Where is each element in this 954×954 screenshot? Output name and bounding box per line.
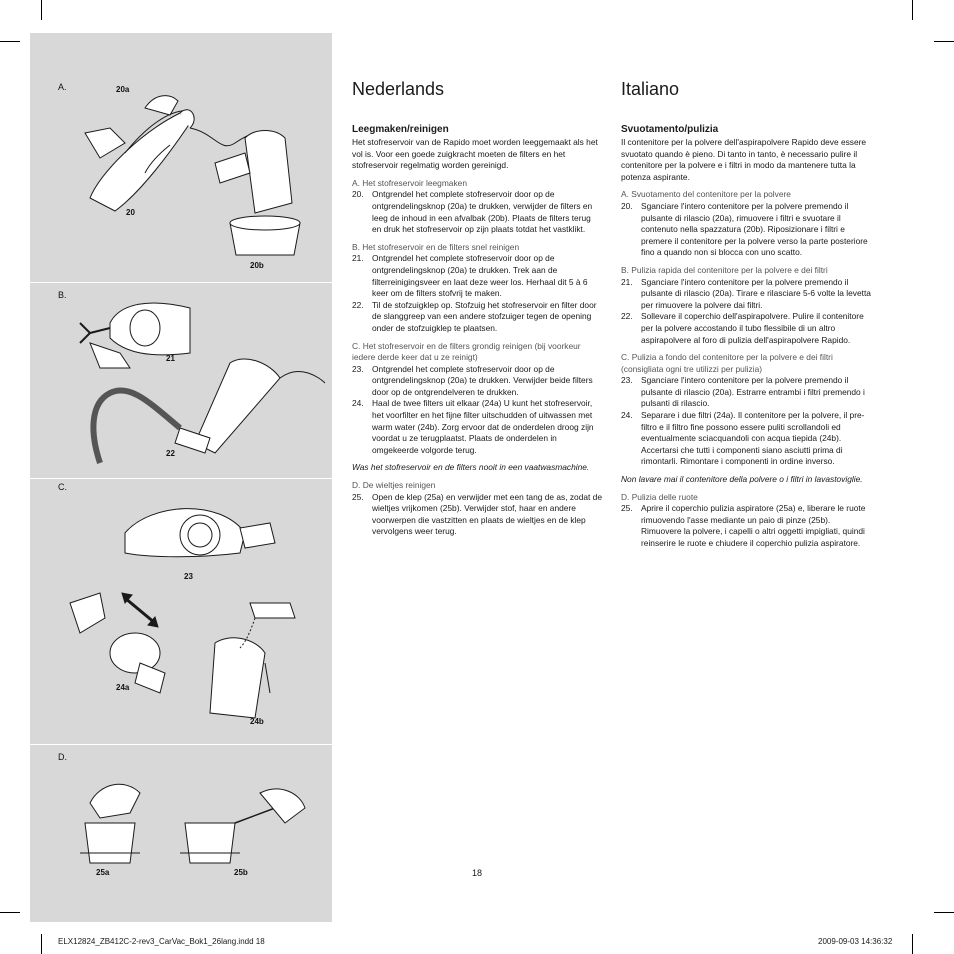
section-heading: Svuotamento/pulizia — [621, 124, 719, 135]
step-item — [621, 201, 871, 259]
subsection-a-title: A. Het stofreservoir leegmaken — [352, 177, 467, 188]
section-letter-d: D. — [58, 752, 67, 762]
step-item — [352, 398, 602, 456]
crop-mark — [41, 934, 42, 954]
steps-c — [352, 364, 602, 457]
fig-label-25a: 25a — [96, 868, 110, 877]
crop-mark — [934, 912, 954, 913]
fig-24b-washing — [210, 603, 295, 718]
fig-label-25b: 25b — [234, 868, 248, 877]
step-number: 21. — [621, 276, 633, 287]
fig-24a-filters-separated — [70, 593, 165, 693]
fig-22-hose-cleaning — [93, 359, 325, 463]
step-text: Til de stofzuigklep op. Stofzuig het stofreservoir en filter door de slanggreep van een andere stofzuiger tegen de opening onder de stofzuigklep te plaatsen. — [372, 299, 597, 333]
fig-20b-bin-with-hand — [215, 131, 300, 256]
steps-b — [621, 277, 871, 347]
step-text: Sollevare il coperchio dell'aspirapolvere. Pulire il contenitore per la polvere accostando il tubo flessibile di un altro aspirapolvere al foro di pulizia dell'aspirapolvere Rapido. — [641, 311, 864, 345]
fig-label-24b: 24b — [250, 717, 264, 726]
step-text: Sganciare l'intero contenitore per la polvere premendo il pulsante di rilascio (20a), rimuovere i filtri e svuotare il contenuto nella spazzatura (20b). Riposizionare i filtri e premere il contenitore per la polvere verso la parte posteriore fino a quando non si blocca con uno scatto. — [641, 200, 868, 258]
step-number: 24. — [621, 410, 633, 421]
fig-label-22: 22 — [166, 449, 175, 458]
step-text: Ontgrendel het complete stofreservoir door op de ontgrendelingsknop (20a) te drukken. Verwijder beide filters door op de ontgrendelveren te drukken. — [372, 363, 593, 397]
fig-25b-pliers — [180, 789, 305, 863]
step-item — [352, 364, 602, 399]
step-number: 23. — [352, 363, 364, 374]
fig-label-21: 21 — [166, 354, 175, 363]
subsection-b-title: B. Het stofreservoir en de filters snel reinigen — [352, 241, 520, 252]
fig-label-20a: 20a — [116, 85, 130, 94]
subsection-a-title: A. Svuotamento del contenitore per la polvere — [621, 189, 791, 200]
fig-25a-open-cover — [80, 784, 140, 863]
step-number: 20. — [621, 200, 633, 211]
illustration-panel — [30, 33, 332, 922]
step-text: Haal de twee filters uit elkaar (24a) U kunt het stofreservoir, het voorfilter en het fijne filter uitschudden of uitwassen met warm water (24b). Zorg ervoor dat de onderdelen droog zijn voordat u ze terugplaatst. Plaats de onderdelen in omgekeerde volgorde terug. — [372, 398, 594, 455]
step-item — [621, 410, 871, 468]
step-number: 24. — [352, 398, 364, 409]
footer-timestamp: 2009-09-03 14:36:32 — [818, 937, 893, 946]
subsection-b-title: B. Pulizia rapida del contenitore per la polvere e dei filtri — [621, 264, 828, 275]
crop-mark — [912, 934, 913, 954]
crop-mark — [0, 41, 20, 42]
subsection-c-title: C. Het stofreservoir en de filters grondig reinigen (bij voorkeur iedere derde keer dat u ze reinigt) — [352, 340, 581, 363]
section-heading: Leegmaken/reinigen — [352, 124, 449, 135]
step-item — [352, 492, 602, 538]
step-text: Ontgrendel het complete stofreservoir door op de ontgrendelingsknop (20a) te drukken, verwijder de filters en leeg de inhoud in een afvalbak (20b). Plaats de filters terug en druk het stofreservoir op zijn plaats totdat het vastklikt. — [372, 189, 593, 235]
fig-label-20b: 20b — [250, 261, 264, 270]
steps-a — [621, 201, 871, 259]
crop-mark — [934, 41, 954, 42]
section-letter-a: A. — [58, 82, 67, 92]
steps-a — [352, 189, 602, 235]
step-text: Sganciare l'intero contenitore per la polvere premendo il pulsante di rilascio (20a). Estrarre entrambi i filtri premendo i pulsanti di rilascio. — [641, 375, 865, 409]
fig-label-24a: 24a — [116, 683, 130, 692]
column-dutch — [352, 78, 602, 538]
footer-filename: ELX12824_ZB412C-2-rev3_CarVac_Bok1_26lang.indd 18 — [58, 937, 265, 946]
step-item — [621, 311, 871, 346]
crop-mark — [0, 912, 20, 913]
section-letter-c: C. — [58, 482, 67, 492]
steps-d — [352, 492, 602, 538]
crop-mark — [912, 0, 913, 20]
step-item — [352, 300, 602, 335]
step-number: 25. — [352, 491, 364, 502]
step-item — [621, 375, 871, 410]
step-text: Open de klep (25a) en verwijder met een tang de as, zodat de wieltjes vrijkomen (25b). Verwijder stof, haar en andere voorwerpen die vastzitten en plaats de wieltjes en de klep vervolgens weer terug. — [372, 491, 602, 537]
step-number: 25. — [621, 503, 633, 514]
step-item — [621, 503, 871, 549]
warning-note: Was het stofreservoir en de filters nooit in een vaatwasmachine. — [352, 462, 590, 473]
vacuum-illustrations — [30, 33, 332, 922]
subsection-d-title: D. Pulizia delle ruote — [621, 491, 698, 502]
language-title: Nederlands — [352, 79, 445, 99]
page-number: 18 — [472, 868, 483, 878]
crop-mark — [41, 0, 42, 20]
column-italian — [621, 78, 871, 550]
step-text: Sganciare l'intero contenitore per la polvere premendo il pulsante di rilascio (20a). Tirare e rilasciare 5-6 volte la levetta per rimuovere la polvere dai filtri. — [641, 276, 871, 310]
step-text: Aprire il coperchio pulizia aspiratore (25a) e, liberare le ruote rimuovendo l'asse mediante un paio di pinze (25b). Rimuovere la polvere, i capelli o altri oggetti impigliati, quindi reinserire le ruote e chiudere il coperchio pulizia aspiratore. — [641, 503, 866, 548]
step-number: 21. — [352, 253, 364, 264]
fig-label-23: 23 — [184, 572, 193, 581]
step-number: 23. — [621, 375, 633, 386]
fig-23-container-open — [125, 509, 275, 557]
section-letter-b: B. — [58, 290, 67, 300]
step-item — [352, 189, 602, 235]
step-item — [621, 277, 871, 312]
subsection-d-title: D. De wieltjes reinigen — [352, 480, 436, 491]
language-title: Italiano — [621, 79, 680, 99]
steps-c — [621, 375, 871, 468]
subsection-c-title: C. Pulizia a fondo del contenitore per la polvere e dei filtri (consigliata ogni tre utilizzi per pulizia) — [621, 352, 833, 374]
step-number: 22. — [621, 311, 633, 322]
step-number: 22. — [352, 299, 364, 310]
intro-text: Het stofreservoir van de Rapido moet worden leeggemaakt als het vol is. Voor een goede zuigkracht moeten de filters en het stofreservoir regelmatig worden gereinigd. — [352, 137, 598, 171]
fig-label-20: 20 — [126, 208, 135, 217]
step-text: Ontgrendel het complete stofreservoir door op de ontgrendelingsknop (20a) te drukken. Trek aan de filterreinigingsveer en laat deze weer los. Herhaal dit 5 à 6 keer om de filters stofvrij te maken. — [372, 253, 588, 299]
step-item — [352, 253, 602, 299]
step-text: Separare i due filtri (24a). Il contenitore per la polvere, il pre-filtro e il filtro fine possono essere puliti scrollandoli ed eventualmente sciacquandoli con acqua tiepida (24b). Accertarsi che tutti i componenti siano asciutti prima di rimontarli. Rimontare i componenti in ordine inverso. — [641, 410, 865, 467]
step-number: 20. — [352, 189, 364, 200]
steps-d — [621, 503, 871, 549]
warning-note: Non lavare mai il contenitore della polvere o i filtri in lavastoviglie. — [621, 474, 863, 485]
fig-20-vacuum-with-hand — [85, 96, 270, 211]
steps-b — [352, 253, 602, 334]
intro-text: Il contenitore per la polvere dell'aspirapolvere Rapido deve essere svuotato quando è pieno. Di tanto in tanto, è necessario pulire il contenitore per la polvere e i filtri in modo da mantenere tutta la potenza aspirante. — [621, 137, 867, 182]
